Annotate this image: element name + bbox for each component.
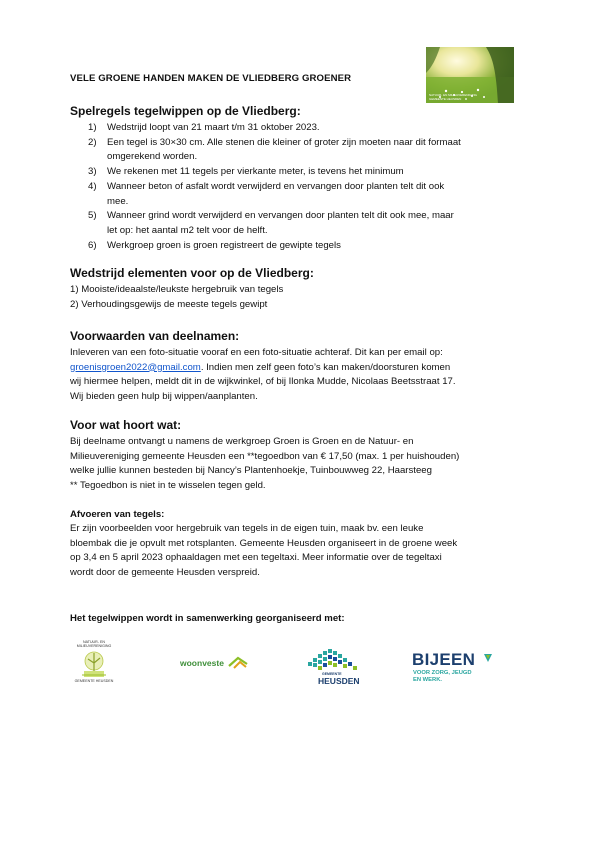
email-link[interactable]: groenisgroen2022@gmail.com (70, 361, 201, 373)
rule-item: 1) Wedstrijd loopt van 21 maart t/m 31 oktober 2023. (88, 122, 320, 133)
woonveste-logo: woonveste (180, 654, 250, 674)
rule-item: 6) Werkgroep groen is groen registreert de gewipte tegels (88, 239, 341, 251)
gemeente-heusden-logo: GEMEENTE HEUSDEN (302, 648, 368, 688)
disposal-heading: Afvoeren van tegels: (70, 509, 165, 520)
header-photo (426, 47, 514, 103)
checkmark-icon (482, 652, 494, 664)
partners-heading: Het tegelwippen wordt in samenwerking georganiseerd met: (70, 613, 345, 624)
pixel-mosaic-icon (302, 648, 368, 674)
conditions-text: Inleveren van een foto-situatie vooraf en een foto-situatie achteraf. Dit kan per email op: groenisgroen2022@gmail.com. Indien men zelf geen foto’s kan maken/doorsturen komen wij hiermee helpen, meldt dit in de wijkwinkel, of bij Ilonka Mudde, Nicolaas Beetsstraat 17. Wij bieden geen hulp bij wippen/aanplanten. (70, 347, 456, 403)
conditions-heading: Voorwaarden van deelnamen: (70, 329, 240, 343)
rule-item: 2) Een tegel is 30×30 cm. Alle stenen die kleiner of groter zijn moeten naar dit formaat omgerekend worden. (88, 136, 461, 163)
tree-icon (66, 649, 122, 679)
competition-heading: Wedstrijd elementen voor op de Vliedberg: (70, 266, 314, 280)
competition-text: 1) Mooiste/ideaalste/leukste hergebruik van tegels 2) Verhoudingsgewijs de meeste tegels gewipt (70, 284, 284, 310)
reward-text: Bij deelname ontvangt u namens de werkgroep Groen is Groen en de Natuur- en Milieuvereniging gemeente Heusden een **tegoedbon van € 17,50 (max. 1 per huishouden) welke jullie kunnen besteden bij Nancy’s Plantenhoekje, Tuinbouwweg 22, Haarsteeg ** Tegoedbon is niet in te wisselen tegen geld. (70, 436, 460, 492)
disposal-text: Er zijn voorbeelden voor hergebruik van tegels in de eigen tuin, maak bv. een leuke bloembak die je opvult met rotsplanten. Gemeente Heusden organiseert in de groene week op 3,4 en 5 april 2023 ophaaldagen met een tegeltaxi. Meer informatie over de tegeltaxi wordt door de gemeente Heusden verspreid. (70, 523, 458, 579)
reward-heading: Voor wat hoort wat: (70, 418, 182, 432)
photo-caption: NATUUR- EN MILIEUVERENIGING GEMEENTE HEUSDEN (429, 93, 477, 101)
house-roof-icon (228, 656, 248, 670)
rule-item: 5) Wanneer grind wordt verwijderd en vervangen door planten telt dit ook mee, maar let op: het aantal m2 telt voor de helft. (88, 210, 454, 236)
natuur-milieuvereniging-logo: NATUUR- EN MILIEUVERENIGING GEMEENTE HEUSDEN (66, 640, 122, 692)
document-title: VELE GROENE HANDEN MAKEN DE VLIEDBERG GROENER (70, 73, 352, 84)
rule-item: 3) We rekenen met 11 tegels per vierkante meter, is tevens het minimum (88, 166, 404, 178)
rules-list (70, 121, 530, 253)
rules-heading: Spelregels tegelwippen op de Vliedberg: (70, 104, 301, 118)
bijeen-logo: BIJEEN VOOR ZORG, JEUGD EN WERK. (412, 650, 496, 690)
rule-item: 4) Wanneer beton of asfalt wordt verwijderd en vervangen door planten telt dit ook mee. (88, 180, 445, 207)
